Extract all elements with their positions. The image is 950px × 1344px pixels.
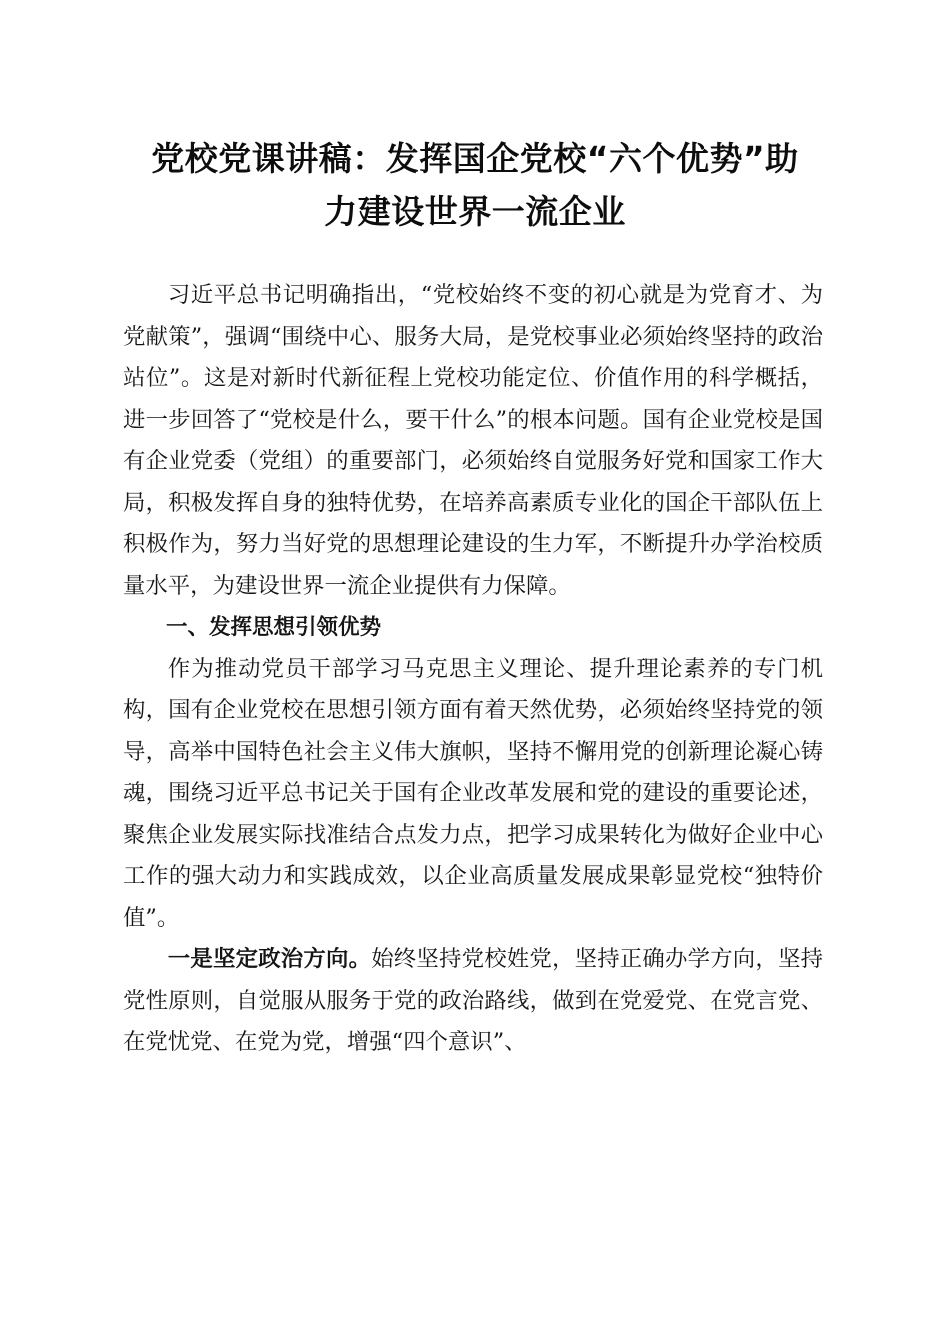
section-1-heading: 一、发挥思想引领优势 [166,615,382,640]
point-1-lead: 一是坚定政治方向。 [167,946,372,972]
intro-paragraph: 习近平总书记明确指出，“党校始终不变的初心就是为党育才、为党献策”，强调“围绕中心、服务大局，是党校事业必须始终坚持的政治站位”。这是对新时代新征程上党校功能定位、价值作用的科学概括，进一步回答了“党校是什么，要干什么”的根本问题。国有企业党校是国有企业党委（党组）的重要部门，必须始终自觉服务好党和国家工作大局，积极发挥自身的独特优势，在培养高素质专业化的国企干部队伍上积极作为，努力当好党的思想理论建设的生力军，不断提升办学治校质量水平，为建设世界一流企业提供有力保障。 [123,282,823,599]
title-line-2: 力建设世界一流企业 [324,192,626,231]
point-1-paragraph [123,939,823,1064]
title-line-1: 党校党课讲稿：发挥国企党校“六个优势”助 [151,139,799,178]
section-1-paragraph: 作为推动党员干部学习马克思主义理论、提升理论素养的专门机构，国有企业党校在思想引领方面有着天然优势，必须始终坚持党的领导，高举中国特色社会主义伟大旗帜，坚持不懈用党的创新理论凝心铸魂，围绕习近平总书记关于国有企业改革发展和党的建设的重要论述，聚焦企业发展实际找准结合点发力点，把学习成果转化为做好企业中心工作的强大动力和实践成效，以企业高质量发展成果彰显党校“独特价值”。 [123,655,823,931]
point-1-text: 始终坚持党校姓党，坚持正确办学方向，坚持党性原则，自觉服从服务于党的政治路线，做到在党爱党、在党言党、在党忧党、在党为党，增强“四个意识”、 [123,946,824,1055]
document-body [123,275,823,1064]
document-title [100,132,850,238]
